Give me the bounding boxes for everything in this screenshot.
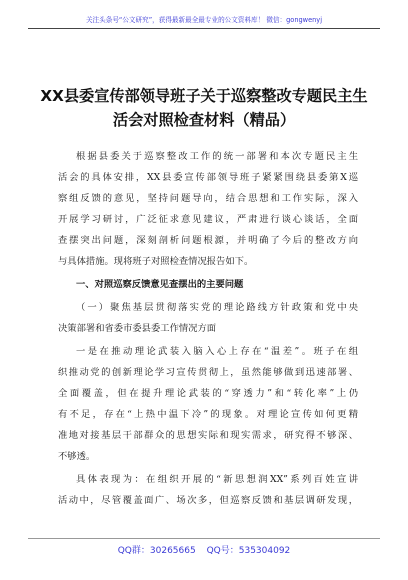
detail-line: 具体表现为：在组织开展的“新思想润XX”系列百姓宣讲 — [76, 474, 358, 485]
header-banner: 关注头条号“公文研究”，获得最新最全最专业的公文资料库！ 微信：gongwenyj — [85, 16, 323, 24]
intro-line: 与具体措施。现将班子对照检查情况报告如下。 — [58, 256, 254, 267]
footer-qq-group: QQ群：30265665 — [117, 546, 196, 556]
point-line: 准地对接基层干部群众的思想实际和现实需求，研究得不够深、 — [58, 430, 358, 441]
document-title-line-1: XX县委宣传部领导班子关于巡察整改专题民主生 — [40, 87, 368, 105]
point-line: 织推动党的创新理论学习宣传贯彻上，虽然能够做到迅速部署、 — [58, 367, 358, 378]
intro-line: 根据县委关于巡察整改工作的统一部署和本次专题民主生 — [76, 151, 358, 162]
intro-line: 开展学习研讨，广泛征求意见建议，严肃进行谈心谈话，全面 — [58, 214, 358, 225]
intro-line: 察组反馈的意见，坚持问题导向，结合思想和工作实际，深入 — [58, 193, 358, 204]
subsection-line: 决策部署和省委市委县委工作情况方面 — [58, 323, 217, 334]
document-title-line-2: 活会对照检查材料（精品） — [112, 111, 296, 129]
footer-divider — [28, 538, 380, 539]
detail-line: 活动中，尽管覆盖面广、场次多，但巡察反馈和基层调研发现， — [58, 495, 358, 506]
point-line: 不够透。 — [58, 451, 96, 462]
point-line: 一是在推动理论武装入脑入心上存在“温差”。班子在组 — [76, 346, 358, 357]
point-line: 全面覆盖，但在提升理论武装的“穿透力”和“转化率”上仍 — [58, 388, 358, 399]
footer-contact — [0, 543, 408, 556]
document-title — [40, 84, 368, 132]
intro-line: 查摆突出问题，深刻剖析问题根源，并明确了今后的整改方向 — [58, 235, 358, 246]
intro-line: 活会的具体安排，XX县委宣传部领导班子紧紧围绕县委第X巡 — [58, 172, 358, 183]
footer-qq-number: QQ号：535304092 — [206, 546, 291, 556]
subsection-line: （一）聚焦基层贯彻落实党的理论路线方针政策和党中央 — [76, 302, 358, 313]
point-line: 有不足，存在“上热中温下冷”的现象。对理论宣传如何更精 — [58, 409, 358, 420]
header-divider — [28, 28, 380, 29]
section-heading: 一、对照巡察反馈意见查摆出的主要问题 — [76, 279, 244, 290]
